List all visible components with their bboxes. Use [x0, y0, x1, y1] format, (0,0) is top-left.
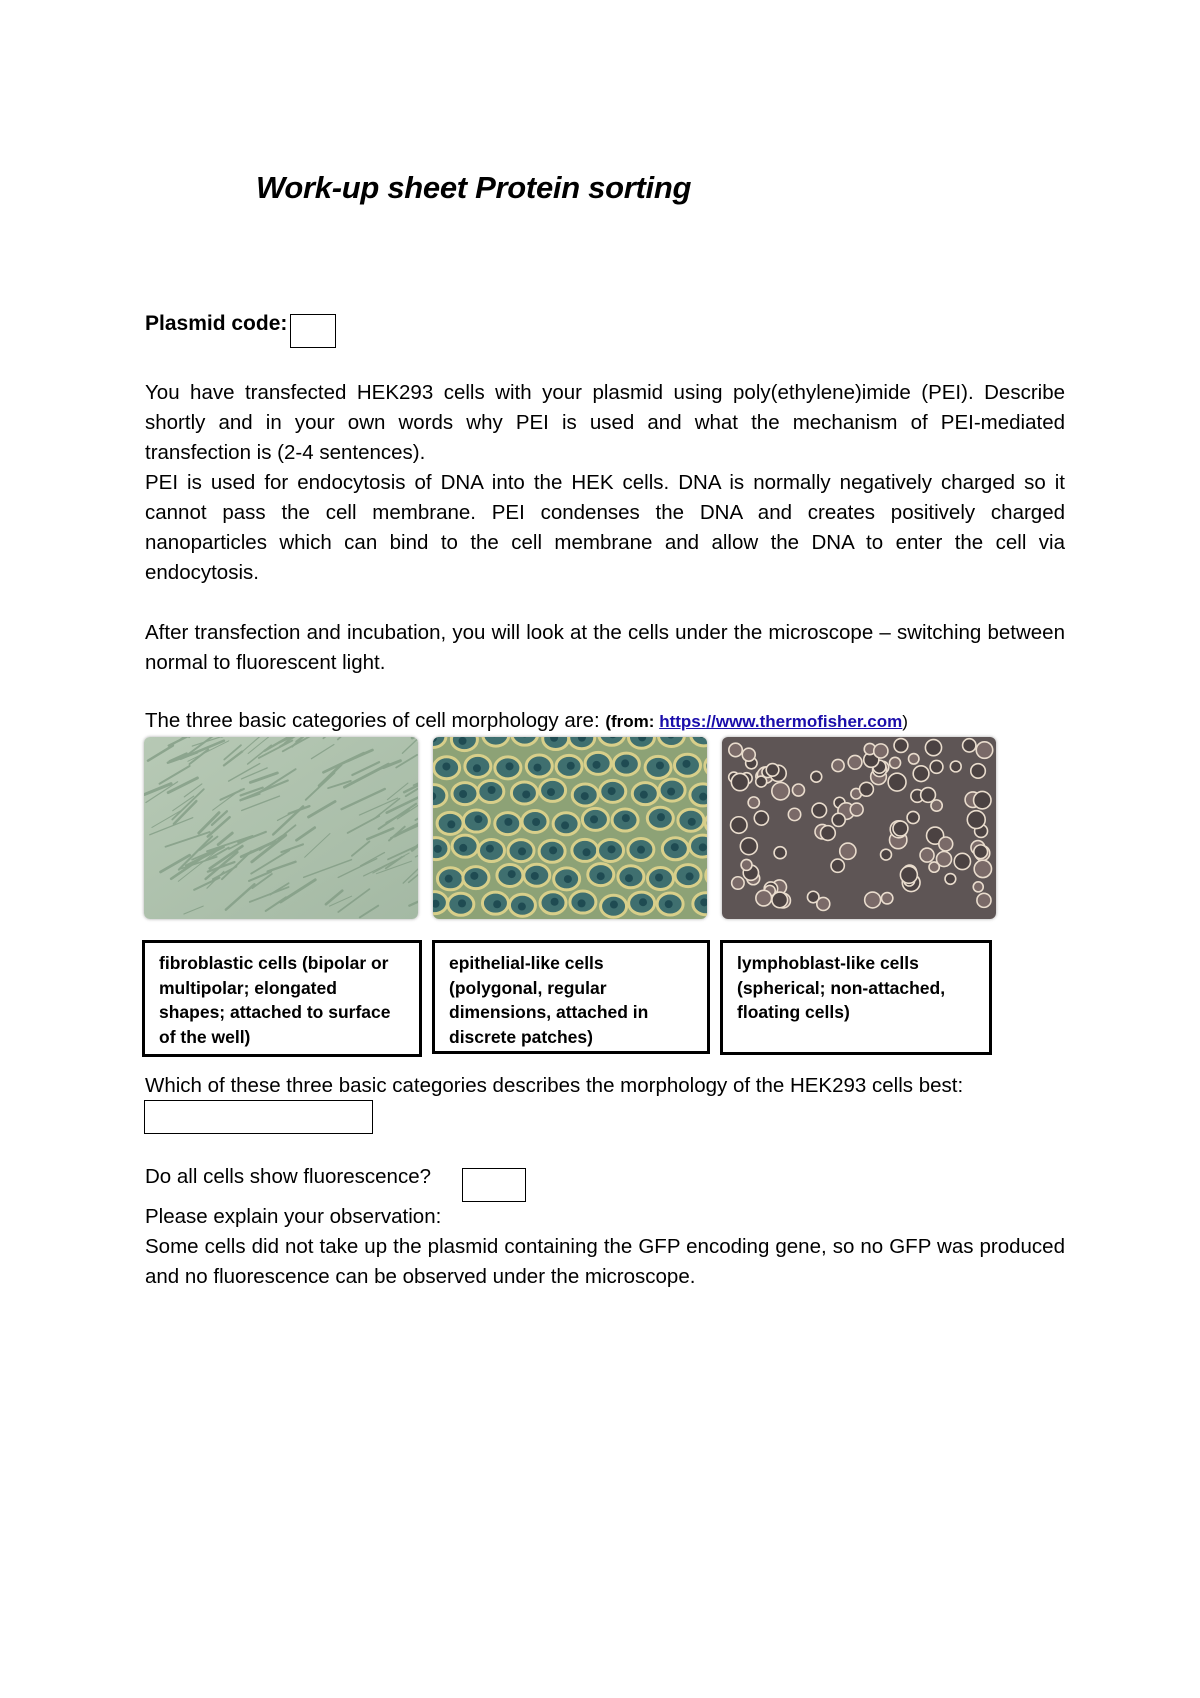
caption-lymphoblast: lymphoblast-like cells (spherical; non-attached, floating cells): [720, 940, 992, 1055]
microscope-note: After transfection and incubation, you will look at the cells under the microscope – switching between normal to fluorescent light.: [145, 621, 1065, 674]
plasmid-code-label: Plasmid code:: [145, 312, 288, 335]
morphology-question: Which of these three basic categories describes the morphology of the HEK293 cells best:: [145, 1074, 964, 1097]
source-prefix: (from:: [605, 712, 660, 731]
epithelial-cells-image: [433, 737, 707, 919]
fluorescence-question: Do all cells show fluorescence?: [145, 1165, 431, 1188]
explain-prompt: Please explain your observation:: [145, 1205, 442, 1228]
morphology-answer-input[interactable]: [144, 1100, 373, 1134]
fluorescence-explanation[interactable]: Some cells did not take up the plasmid containing the GFP encoding gene, so no GFP was produced and no fluorescence can be observed under the microscope.: [145, 1235, 1065, 1288]
lymphoblast-cells-image: [722, 737, 996, 919]
source-link[interactable]: https://www.thermofisher.com: [659, 712, 903, 731]
caption-fibroblastic: fibroblastic cells (bipolar or multipolar; elongated shapes; attached to surface of the well): [142, 940, 422, 1057]
question-pei-prompt: You have transfected HEK293 cells with your plasmid using poly(ethylene)imide (PEI). Describe shortly and in your own words why PEI is used and what the mechanism of PEI-mediated transfection is (2-4 sentences).: [145, 381, 1065, 464]
source-suffix: ): [902, 712, 908, 731]
morphology-intro-text: The three basic categories of cell morphology are:: [145, 709, 600, 732]
question-pei-answer[interactable]: PEI is used for endocytosis of DNA into the HEK cells. DNA is normally negatively charged so it cannot pass the cell membrane. PEI condenses the DNA and creates positively charged nanoparticles which can bind to the cell membrane and allow the DNA to enter the cell via endocytosis.: [145, 471, 1065, 584]
caption-epithelial: epithelial-like cells (polygonal, regular dimensions, attached in discrete patches): [432, 940, 710, 1054]
fibroblastic-cells-image: [144, 737, 418, 919]
morphology-intro: [145, 706, 908, 737]
plasmid-code-input[interactable]: [290, 314, 336, 348]
fluorescence-answer-input[interactable]: [462, 1168, 526, 1202]
page-title: Work-up sheet Protein sorting: [256, 170, 692, 205]
